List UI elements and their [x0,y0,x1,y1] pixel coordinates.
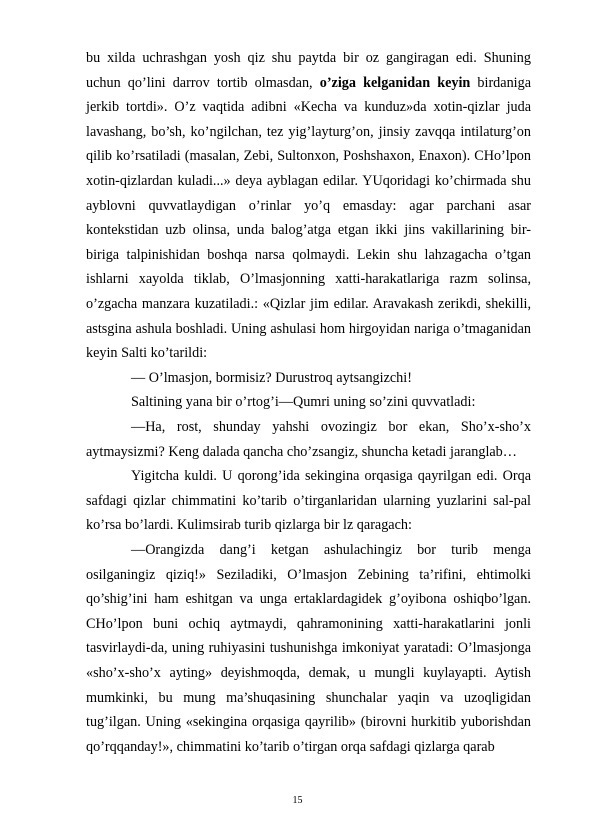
page-number: 15 [292,795,303,806]
bold-phrase: o’ziga kelganidan keyin [319,74,471,91]
paragraph-intro-text-start: bu xilda uchrashgan yosh qiz shu paytda bir oz gangiragan edi. Shuning uchun qo’lini darrov tortib olmasdan, [86,50,531,91]
dialogue-line-2: —Ha, rost, shunday yahshi ovozingiz bor ekan, Sho’x-sho’x aytmaysizmi? Keng dalada qancha cho’zsangiz, shuncha ketadi jaranglab… [86,419,531,460]
paragraph-intro [86,46,531,366]
paragraph-yigitcha: Yigitcha kuldi. U qorong’ida sekingina orqasiga qayrilgan edi. Orqa safdagi qizlar chimmatini ko’tarib o’tirganlaridan ularning yuzlarini sal-pal ko’rsa bo’lardi. Kulimsirab turib qizlarga bir lz qaragach: [86,468,531,534]
paragraph-intro-text-end: birdaniga jerkib tortdi». O’z vaqtida adibni «Kecha va kunduz»da xotin-qizlar juda lavashang, bo’sh, ko’ngilchan, tez yig’layturg’on, jinsiy zavqqa intilaturg’on qilib ko’rsatiladi (masalan, Zebi, Sultonxon, Poshshaxon, Enaxon). CHo’lpon xotin-qizlardan kuladi...» deya ayblagan edilar. YUqoridagi ko’chirmada shu ayblovni quvvatlaydigan o’rinlar yo’q emasday: agar parchani asar kontekstidan uzb olinsa, unda balog’atga etgan ikki jins vakillarining bir-biriga talpinishidan boshqa narsa qolmaydi. Lekin shu lahzagacha o’tgan ishlarni xayolda tiklab, O’lmasjonning xatti-harakatlariga razm solinsa, o’zgacha manzara kuzatiladi.: «Qizlar jim edilar. Aravakash zerikdi, shekilli, astsgina ashula boshladi. Uning ashulasi hom hirgoyidan nariga o’tmaganidan keyin Salti ko’tarildi: [86,74,531,362]
dialogue-line-1: — O’lmasjon, bormisiz? Durustroq aytsangizchi! [131,370,412,386]
paragraph-analysis: —Orangizda dang’i ketgan ashulachingiz bor turib menga osilganingiz qiziq!» Seziladiki, O’lmasjon Zebining ta’rifini, ehtimolki qo’shig’ini ham eshitgan va unga ertaklardagidek g’oyibona oshiqbo’lgan. CHo’lpon buni ochiq aytmaydi, qahramonining xatti-harakatlarini jonli tasvirlaydi-da, uning ruhiyasini tushunishga imkoniyat yaratadi: O’lmasjonga «sho’x-sho’x ayting» deyishmoqda, demak, u mungli kuylayapti. Aytish mumkinki, bu mung ma’shuqasining shunchalar yaqin va uzoqligidan tug’ilgan. Uning «sekingina orqasiga qayrilib» (birovni hurkitib yuborishdan qo’rqqanday!», chimmatini ko’tarib o’tirgan orqa safdagi qizlarga qarab [86,542,531,755]
narration-line: Saltining yana bir o’rtog’i—Qumri uning so’zini quvvatladi: [131,394,476,410]
